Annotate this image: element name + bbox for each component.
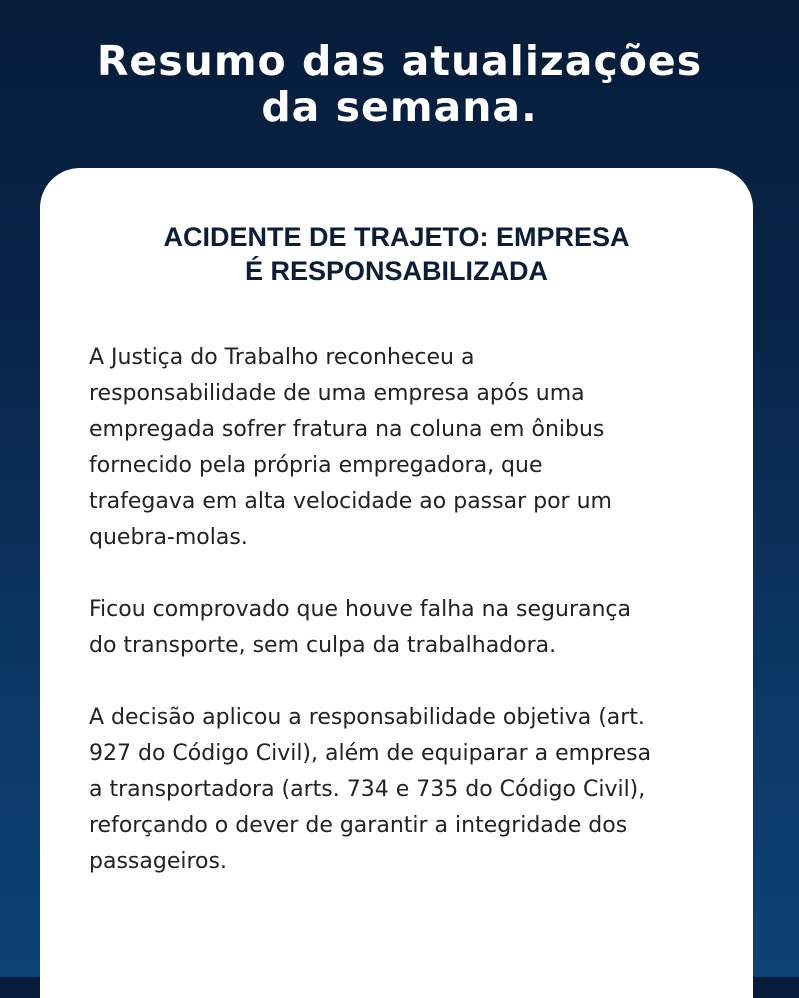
page-title-line-1: Resumo das atualizações [96, 37, 703, 85]
card-paragraph-2: Ficou comprovado que houve falha na segurança do transporte, sem culpa da trabalhadora. [89, 597, 632, 658]
card-paragraph-1: A Justiça do Trabalho reconheceu a responsabilidade de uma empresa após uma empregada sofrer fratura na coluna em ônibus fornecido pela própria empregadora, que trafegava em alta velocidade ao passar por um quebra-molas. [89, 345, 612, 550]
page-title-line-2: da semana. [261, 83, 538, 131]
news-card [40, 168, 753, 998]
card-title-line-1: ACIDENTE DE TRAJETO: EMPRESA [163, 222, 630, 252]
card-title-line-2: É RESPONSABILIZADA [244, 256, 549, 286]
card-title [40, 220, 753, 288]
card-paragraph-3: A decisão aplicou a responsabilidade objetiva (art. 927 do Código Civil), além de equiparar a empresa a transportadora (arts. 734 e 735 do Código Civil), reforçando o dever de garantir a integridade dos passageiros. [89, 705, 652, 874]
card-body [89, 340, 719, 916]
page-title [0, 38, 799, 130]
